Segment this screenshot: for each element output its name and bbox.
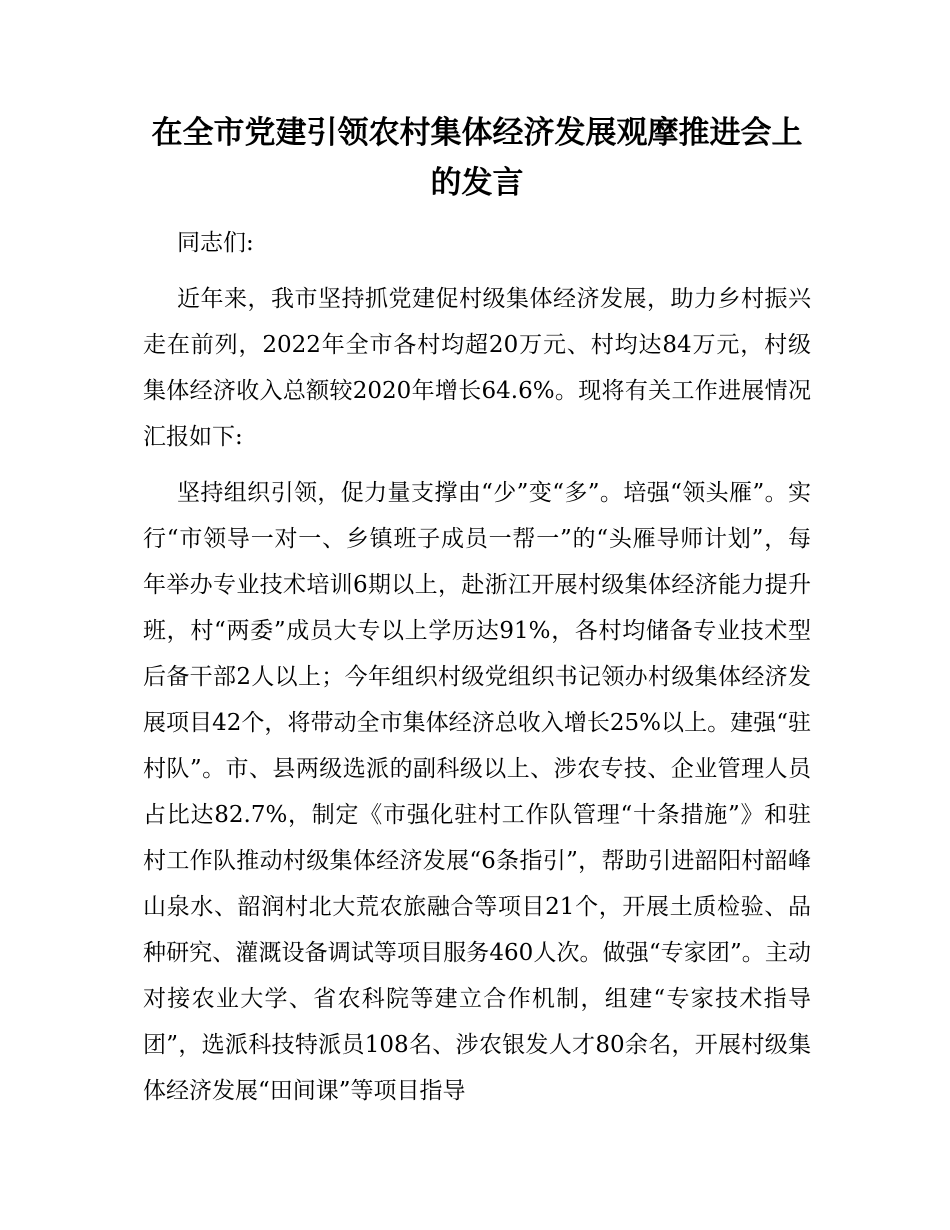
- salutation: 同志们:: [177, 230, 254, 256]
- paragraph-organization: 坚持组织引领，促力量支撑由“少”变“多”。培强“领头雁”。实行“市领导一对一、乡镇班子成员一帮一”的“头雁导师计划”，每年举办专业技术培训6期以上，赴浙江开展村级集体经济能力提升班，村“两委”成员大专以上学历达91%，各村均储备专业技术型后备干部2人以上；今年组织村级党组织书记领办村级集体经济发展项目42个，将带动全市集体经济总收入增长25%以上。建强“驻村队”。市、县两级选派的副科级以上、涉农专技、企业管理人员占比达82.7%，制定《市强化驻村工作队管理“十条措施”》和驻村工作队推动村级集体经济发展“6条指引”，帮助引进韶阳村韶峰山泉水、韶润村北大荒农旅融合等项目21个，开展土质检验、品种研究、灌溉设备调试等项目服务460人次。做强“专家团”。主动对接农业大学、省农科院等建立合作机制，组建“专家技术指导团”，选派科技特派员108名、涉农银发人才80余名，开展村级集体经济发展“田间课”等项目指导: [143, 480, 811, 1104]
- document-page: [143, 108, 811, 1114]
- paragraph-intro: 近年来，我市坚持抓党建促村级集体经济发展，助力乡村振兴走在前列，2022年全市各村均超20万元、村均达84万元，村级集体经济收入总额较2020年增长64.6%。现将有关工作进展情况汇报如下:: [143, 286, 811, 450]
- document-title: 在全市党建引领农村集体经济发展观摩推进会上的发言: [151, 115, 803, 201]
